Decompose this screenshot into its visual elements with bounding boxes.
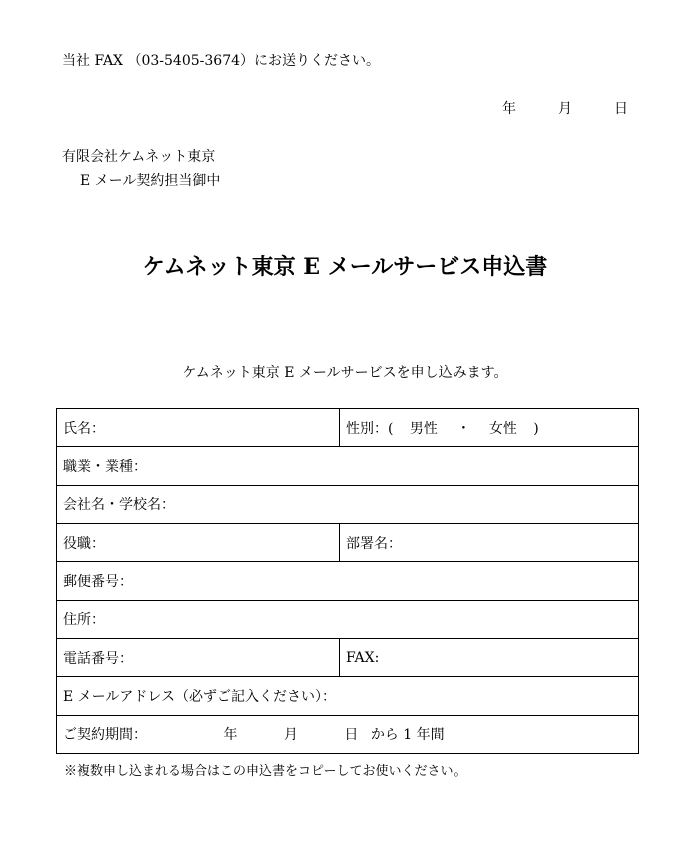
occupation-field[interactable]	[57, 447, 639, 485]
position-field[interactable]	[57, 523, 340, 561]
contract-year: 年	[223, 727, 238, 744]
phone-label: 電話番号：	[63, 650, 133, 667]
table-row	[57, 485, 639, 523]
footnote: ※複数申し込まれる場合はこの申込書をコピーしてお使いください。	[64, 764, 467, 779]
table-row	[57, 715, 639, 753]
fax-label: FAX:	[346, 649, 380, 666]
gender-label: 性別：(	[346, 420, 394, 437]
postal-code-field[interactable]	[57, 562, 639, 600]
contract-suffix: から 1 年間	[370, 727, 445, 744]
gender-close: )	[533, 420, 539, 437]
contract-period-label: ご契約期間：	[63, 727, 147, 744]
table-row	[57, 562, 639, 600]
position-label: 役職：	[63, 535, 105, 552]
company-label: 会社名・学校名：	[63, 497, 175, 514]
gender-option-female[interactable]: 女性	[488, 420, 517, 437]
contract-day: 日	[344, 727, 359, 744]
address-label: 住所：	[63, 612, 105, 629]
department-field[interactable]	[340, 523, 639, 561]
addressee-department: E メール契約担当御中	[80, 173, 221, 189]
date-fields	[502, 98, 628, 118]
table-row	[57, 677, 639, 715]
gender-option-male[interactable]: 男性	[409, 420, 438, 437]
table-row	[57, 447, 639, 485]
table-row	[57, 638, 639, 676]
contract-month: 月	[283, 727, 298, 744]
fax-field[interactable]	[340, 638, 639, 676]
address-field[interactable]	[57, 600, 639, 638]
contract-period-field[interactable]	[57, 715, 639, 753]
gender-field[interactable]	[340, 409, 639, 447]
name-label: 氏名：	[63, 420, 105, 437]
department-label: 部署名：	[346, 535, 402, 552]
date-year: 年	[502, 101, 516, 117]
date-month: 月	[558, 101, 572, 117]
table-row	[57, 600, 639, 638]
date-day: 日	[614, 101, 628, 117]
phone-field[interactable]	[57, 638, 340, 676]
addressee-company: 有限会社ケムネット東京	[62, 149, 216, 165]
company-field[interactable]	[57, 485, 639, 523]
postal-code-label: 郵便番号：	[63, 573, 133, 590]
occupation-label: 職業・業種：	[63, 458, 147, 475]
email-field[interactable]	[57, 677, 639, 715]
application-form-table	[56, 408, 639, 754]
page-title: ケムネット東京 E メールサービス申込書	[142, 254, 548, 280]
table-row	[57, 409, 639, 447]
table-row	[57, 523, 639, 561]
gender-separator: ・	[456, 420, 471, 437]
intro-text: ケムネット東京 E メールサービスを申し込みます。	[182, 365, 508, 381]
name-field[interactable]	[57, 409, 340, 447]
email-label: E メールアドレス（必ずご記入ください）：	[63, 688, 336, 705]
fax-instruction: 当社 FAX （03-5405-3674）にお送りください。	[62, 53, 381, 69]
